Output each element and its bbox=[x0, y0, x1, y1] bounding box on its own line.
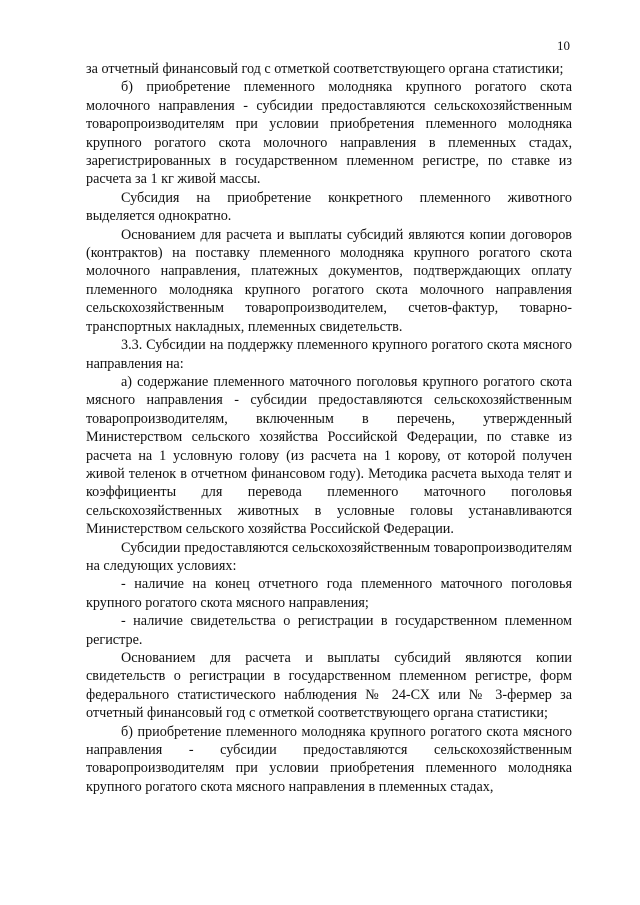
paragraph-beef-young-stock: б) приобретение племенного молодняка крупного рогатого скота мясного направления - субсидии предоставляются сельскохозяйственным товаропроизводителям при условии приобретения племенного молодняка крупного рогатого скота мясного направления в племенных стадах, bbox=[86, 723, 572, 795]
paragraph-beef-documents: Основанием для расчета и выплаты субсидий являются копии свидетельств о регистрации в государственном племенном регистре, форм федерального статистического наблюдения № 24-СХ или № 3-фермер за отчетный финансовый год с отметкой соответствующего органа статистики; bbox=[86, 650, 572, 722]
paragraph-continuation: за отчетный финансовый год с отметкой соответствующего органа статистики; bbox=[86, 61, 564, 77]
document-body bbox=[86, 60, 572, 796]
paragraph-section-3-3: 3.3. Субсидии на поддержку племенного крупного рогатого скота мясного направления на: bbox=[86, 337, 572, 372]
paragraph-dairy-documents: Основанием для расчета и выплаты субсидий являются копии договоров (контрактов) на поставку племенного молодняка крупного рогатого скота молочного направления, платежных документов, подтверждающих оплату племенного молодняка крупного рогатого скота молочного направления сельскохозяйственным товаропроизводителем, счетов-фактур, товарно-транспортных накладных, племенных свидетельств. bbox=[86, 226, 572, 335]
paragraph-condition-certificate: - наличие свидетельства о регистрации в государственном племенном регистре. bbox=[86, 613, 572, 648]
paragraph-conditions-intro: Субсидии предоставляются сельскохозяйственным товаропроизводителям на следующих условиях: bbox=[86, 539, 572, 574]
paragraph-condition-livestock: - наличие на конец отчетного года племенного маточного поголовья крупного рогатого скота мясного направления; bbox=[86, 576, 572, 611]
paragraph-dairy-young-stock: б) приобретение племенного молодняка крупного рогатого скота молочного направления - субсидии предоставляются сельскохозяйственным товаропроизводителям при условии приобретения племенного молодняка крупного рогатого скота молочного направления в племенных стадах, зарегистрированных в государственном племенном регистре, по ставке из расчета за 1 кг живой массы. bbox=[86, 79, 572, 188]
page-number: 10 bbox=[557, 38, 570, 53]
paragraph-one-time-subsidy: Субсидия на приобретение конкретного племенного животного выделяется однократно. bbox=[86, 189, 572, 225]
paragraph-beef-breeding-stock: а) содержание племенного маточного поголовья крупного рогатого скота мясного направления - субсидии предоставляются сельскохозяйственным товаропроизводителям, включенным в перечень, утвержденный Министерством сельского хозяйства Российской Федерации, по ставке из расчета на 1 условную голову (из расчета на 1 корову, от которой получен живой теленок в отчетном финансовом году). Методика расчета выхода телят и коэффициенты для перевода племенного маточного поголовья сельскохозяйственных животных в условные головы устанавливаются Министерством сельского хозяйства Российской Федерации. bbox=[86, 373, 572, 538]
